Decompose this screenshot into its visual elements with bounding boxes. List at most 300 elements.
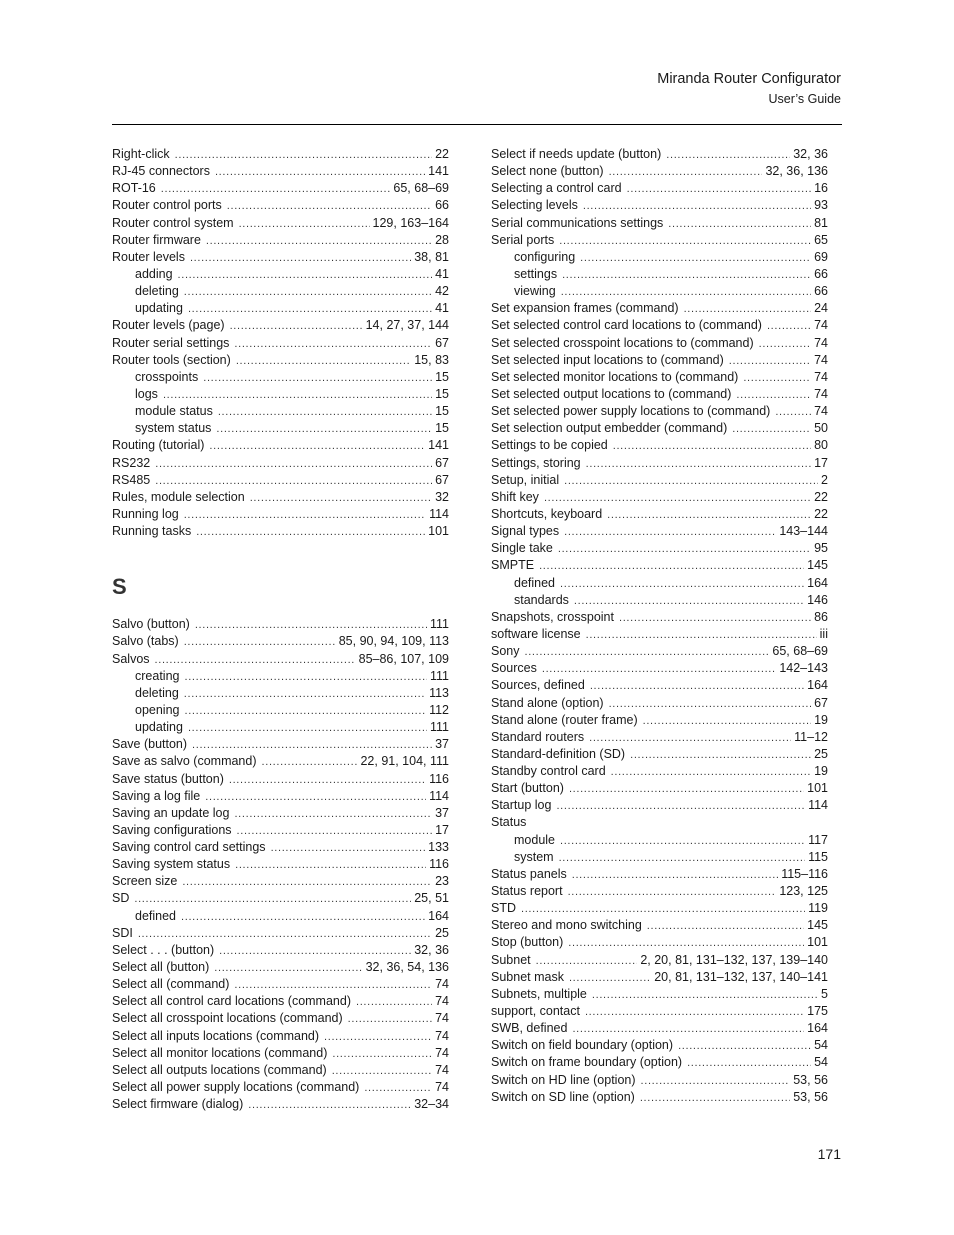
index-term: Single take [491, 541, 553, 556]
dot-leader [564, 524, 776, 541]
index-page-refs: 14, 27, 37, 144 [365, 318, 449, 333]
dot-leader [161, 181, 391, 198]
index-term: Saving control card settings [112, 840, 266, 855]
dot-leader [678, 1038, 811, 1055]
index-entry [112, 197, 449, 214]
index-entry [491, 900, 828, 917]
index-subentry [491, 283, 828, 300]
dot-leader [641, 1073, 791, 1090]
index-page-refs: 2, 20, 81, 131–132, 137, 139–140 [640, 952, 828, 967]
index-term: crosspoints [135, 369, 199, 384]
index-term: Set expansion frames (command) [491, 301, 679, 316]
index-page-refs: 22 [814, 506, 828, 521]
index-term: Salvos [112, 651, 150, 666]
dot-leader [206, 233, 432, 250]
index-page-refs: 25 [814, 746, 828, 761]
index-term: Router levels (page) [112, 318, 225, 333]
dot-leader [209, 438, 425, 455]
index-term: Save status (button) [112, 771, 224, 786]
index-entry [112, 976, 449, 993]
index-page-refs: 54 [814, 1055, 828, 1070]
index-entry [491, 523, 828, 540]
dot-leader [248, 1097, 411, 1114]
index-term: Serial ports [491, 232, 555, 247]
dot-leader [182, 874, 432, 891]
index-entry [112, 616, 449, 633]
dot-leader [568, 884, 777, 901]
index-page-refs: 101 [428, 524, 449, 539]
index-entry [491, 369, 828, 386]
dot-leader [568, 935, 804, 952]
dot-leader [236, 353, 411, 370]
index-page-refs: 32, 36, 54, 136 [365, 960, 449, 975]
dot-leader [544, 490, 811, 507]
dot-leader [558, 541, 811, 558]
index-term: deleting [135, 685, 179, 700]
index-entry [491, 746, 828, 763]
index-term: Startup log [491, 798, 552, 813]
index-page-refs: 53, 56 [793, 1072, 828, 1087]
index-term: software license [491, 626, 581, 641]
dot-leader [190, 250, 411, 267]
index-term: Saving an update log [112, 805, 230, 820]
index-term: Status report [491, 884, 563, 899]
index-entry [491, 489, 828, 506]
index-page-refs: 143–144 [779, 524, 828, 539]
index-term: adding [135, 266, 173, 281]
index-entry [491, 437, 828, 454]
index-term: Set selected control card locations to (command) [491, 318, 762, 333]
dot-leader [184, 686, 426, 703]
index-page-refs: 66 [814, 266, 828, 281]
index-entry [112, 753, 449, 770]
index-subentry [112, 908, 449, 925]
index-entry [491, 403, 828, 420]
index-term: Subnet [491, 952, 531, 967]
dot-leader [525, 644, 770, 661]
index-entry [112, 232, 449, 249]
index-entry [112, 993, 449, 1010]
index-term: Router serial settings [112, 335, 230, 350]
index-page-refs: 67 [435, 335, 449, 350]
dot-leader [609, 164, 763, 181]
dot-leader [138, 926, 432, 943]
dot-leader [590, 678, 804, 695]
index-page-refs: 66 [814, 284, 828, 299]
index-term: updating [135, 720, 183, 735]
index-page-refs: 175 [807, 1004, 828, 1019]
dot-leader [215, 164, 425, 181]
dot-leader [542, 661, 776, 678]
dot-leader [188, 720, 427, 737]
index-entry [491, 917, 828, 934]
index-entry [491, 215, 828, 232]
index-term: logs [135, 386, 158, 401]
index-page-refs: 65, 68–69 [393, 181, 449, 196]
index-entry [112, 925, 449, 942]
index-page-refs: 11–12 [794, 729, 828, 744]
index-page-refs: 86 [814, 609, 828, 624]
index-term: Set selected output locations to (command) [491, 386, 732, 401]
dot-leader [569, 970, 651, 987]
index-term: creating [135, 668, 180, 683]
index-entry [491, 335, 828, 352]
index-term: Select all (button) [112, 960, 210, 975]
index-entry [112, 959, 449, 976]
dot-leader [219, 943, 411, 960]
index-group-r [112, 146, 449, 540]
dot-leader [580, 250, 811, 267]
index-page-refs: 32 [435, 489, 449, 504]
index-term: Select all control card locations (command) [112, 994, 351, 1009]
index-subentry [491, 266, 828, 283]
index-page-refs: 74 [814, 404, 828, 419]
index-entry [112, 437, 449, 454]
index-entry [112, 633, 449, 650]
index-page-refs: 164 [428, 908, 449, 923]
index-page-refs: 15 [435, 421, 449, 436]
index-entry [491, 163, 828, 180]
dot-leader [559, 233, 811, 250]
index-term: Set selected crosspoint locations to (command) [491, 335, 754, 350]
index-page-refs: 42 [435, 284, 449, 299]
index-entry [112, 455, 449, 472]
index-page-refs: iii [819, 626, 828, 641]
index-entry [112, 335, 449, 352]
index-term: Switch on SD line (option) [491, 1089, 635, 1104]
index-page-refs: 115–116 [781, 866, 828, 881]
index-term: Start (button) [491, 781, 564, 796]
dot-leader [205, 789, 426, 806]
document-subtitle: User’s Guide [768, 92, 841, 106]
index-term: Saving configurations [112, 822, 232, 837]
index-term: Switch on frame boundary (option) [491, 1055, 683, 1070]
index-page-refs: 114 [808, 798, 828, 813]
index-page-refs: 164 [807, 678, 828, 693]
index-entry [491, 626, 828, 643]
index-entry [112, 856, 449, 873]
index-entry [112, 506, 449, 523]
dot-leader [234, 977, 432, 994]
index-subentry [491, 249, 828, 266]
index-page-refs: 67 [814, 695, 828, 710]
index-entry [112, 489, 449, 506]
index-page-refs: 101 [807, 935, 828, 950]
index-subentry [112, 403, 449, 420]
dot-leader [586, 456, 811, 473]
index-page-refs: 74 [814, 335, 828, 350]
dot-leader [230, 318, 363, 335]
dot-leader [574, 593, 804, 610]
index-term: Switch on field boundary (option) [491, 1038, 674, 1053]
index-entry [491, 797, 828, 814]
dot-leader [364, 1080, 432, 1097]
dot-leader [767, 318, 811, 335]
dot-leader [239, 216, 370, 233]
index-term: Settings to be copied [491, 438, 608, 453]
index-entry [491, 1003, 828, 1020]
index-page-refs: 141 [428, 164, 449, 179]
index-page-refs: 74 [435, 1028, 449, 1043]
index-term: Save (button) [112, 737, 188, 752]
index-page-refs: 119 [808, 901, 828, 916]
dot-leader [184, 634, 336, 651]
index-term: SWB, defined [491, 1021, 568, 1036]
index-page-refs: 19 [814, 712, 828, 727]
index-term: Router firmware [112, 232, 201, 247]
index-term: Setup, initial [491, 472, 560, 487]
index-term: Select . . . (button) [112, 942, 215, 957]
page-number: 171 [817, 1146, 841, 1162]
index-entry [491, 197, 828, 214]
dot-leader [562, 267, 811, 284]
index-page-refs: 32, 36, 136 [765, 164, 828, 179]
index-term: Selecting a control card [491, 181, 622, 196]
dot-leader [732, 421, 811, 438]
dot-leader [560, 833, 805, 850]
dot-leader [234, 806, 432, 823]
index-subentry [112, 719, 449, 736]
index-term: Sources, defined [491, 678, 585, 693]
index-page-refs: 129, 163–164 [372, 215, 449, 230]
index-entry [491, 660, 828, 677]
index-page-refs: 20, 81, 131–132, 137, 140–141 [654, 969, 828, 984]
dot-leader [775, 404, 811, 421]
index-entry [491, 729, 828, 746]
index-term: Set selected input locations to (command) [491, 352, 724, 367]
section-letter: S [112, 574, 127, 600]
dot-leader [235, 857, 426, 874]
index-entry [112, 890, 449, 907]
index-page-refs: 22 [814, 489, 828, 504]
index-entry [112, 317, 449, 334]
index-term: Select all monitor locations (command) [112, 1045, 328, 1060]
index-subentry [112, 420, 449, 437]
index-entry [112, 771, 449, 788]
index-page-refs: 113 [429, 685, 449, 700]
dot-leader [134, 891, 411, 908]
index-subentry [491, 849, 828, 866]
index-term: Saving system status [112, 857, 231, 872]
index-entry [491, 472, 828, 489]
index-entry [491, 180, 828, 197]
dot-leader [630, 747, 811, 764]
index-entry [491, 986, 828, 1003]
dot-leader [184, 669, 427, 686]
index-subentry [112, 668, 449, 685]
dot-leader [185, 703, 427, 720]
index-term: Settings, storing [491, 455, 581, 470]
index-entry [491, 866, 828, 883]
index-page-refs: 123, 125 [779, 884, 828, 899]
index-page-refs: 142–143 [779, 661, 828, 676]
index-page-refs: 114 [429, 788, 449, 803]
index-term: Select if needs update (button) [491, 147, 662, 161]
index-page-refs: 15 [435, 386, 449, 401]
index-term: Shift key [491, 489, 539, 504]
index-entry [491, 1089, 828, 1106]
index-entry [112, 651, 449, 668]
index-term: defined [514, 575, 556, 590]
index-term: Set selection output embedder (command) [491, 421, 728, 436]
dot-leader [237, 823, 433, 840]
index-page-refs: 111 [429, 720, 449, 735]
index-page-refs: 145 [807, 918, 828, 933]
index-page-refs: 74 [435, 1062, 449, 1077]
index-page-refs: 117 [808, 832, 828, 847]
index-page-refs: 38, 81 [414, 249, 449, 264]
index-page-refs: 74 [435, 994, 449, 1009]
index-term: opening [135, 702, 180, 717]
dot-leader [214, 960, 362, 977]
index-entry [491, 952, 828, 969]
index-page-refs: 141 [428, 438, 449, 453]
index-entry [112, 1062, 449, 1079]
dot-leader [560, 576, 804, 593]
index-term: RJ-45 connectors [112, 164, 210, 179]
index-term: SDI [112, 925, 133, 940]
dot-leader [684, 301, 812, 318]
index-page-refs: 28 [435, 232, 449, 247]
index-term: system [514, 849, 554, 864]
index-term: Standby control card [491, 764, 606, 779]
index-page-refs: 37 [435, 805, 449, 820]
index-page-refs: 114 [429, 506, 449, 521]
dot-leader [647, 918, 804, 935]
dot-leader [611, 764, 811, 781]
index-term: Select all crosspoint locations (command) [112, 1011, 343, 1026]
index-term: Running log [112, 506, 179, 521]
index-entry [112, 1079, 449, 1096]
index-page-refs: 69 [814, 249, 828, 264]
index-column-right [491, 146, 828, 1106]
index-entry [491, 506, 828, 523]
index-term: deleting [135, 284, 179, 299]
index-entry [491, 420, 828, 437]
index-term: Right-click [112, 147, 170, 161]
index-entry [112, 1028, 449, 1045]
index-entry [112, 352, 449, 369]
dot-leader [178, 267, 433, 284]
index-page-refs: 25 [435, 925, 449, 940]
index-term: Switch on HD line (option) [491, 1072, 636, 1087]
index-page-refs: 164 [807, 1021, 828, 1036]
index-entry [112, 472, 449, 489]
dot-leader [536, 953, 638, 970]
index-page-refs: 74 [814, 318, 828, 333]
index-page-refs: 67 [435, 472, 449, 487]
index-term: viewing [514, 284, 556, 299]
index-entry [491, 146, 828, 163]
index-entry [491, 763, 828, 780]
index-term: Saving a log file [112, 788, 201, 803]
dot-leader [332, 1046, 432, 1063]
index-term: Save as salvo (command) [112, 754, 257, 769]
dot-leader [181, 909, 425, 926]
index-term: Serial communications settings [491, 215, 664, 230]
index-entry [491, 814, 828, 831]
index-page-refs: 54 [814, 1038, 828, 1053]
index-page-refs: 145 [807, 558, 828, 573]
dot-leader [668, 216, 811, 233]
index-term: Select all outputs locations (command) [112, 1062, 327, 1077]
index-entry [491, 609, 828, 626]
dot-leader [613, 438, 811, 455]
dot-leader [188, 301, 432, 318]
dot-leader [155, 473, 432, 490]
dot-leader [155, 652, 356, 669]
index-page-refs: 74 [435, 1045, 449, 1060]
index-entry [491, 540, 828, 557]
index-subentry [112, 685, 449, 702]
dot-leader [561, 284, 811, 301]
index-term: Rules, module selection [112, 489, 245, 504]
index-term: Subnet mask [491, 969, 564, 984]
index-page-refs: 22 [435, 147, 449, 161]
index-term: Subnets, multiple [491, 986, 587, 1001]
dot-leader [155, 456, 432, 473]
dot-leader [569, 781, 804, 798]
dot-leader [759, 336, 811, 353]
index-term: Standard routers [491, 729, 585, 744]
index-term: Stop (button) [491, 935, 564, 950]
dot-leader [332, 1063, 432, 1080]
dot-leader [539, 558, 804, 575]
index-subentry [491, 832, 828, 849]
index-entry [112, 146, 449, 163]
index-entry [491, 695, 828, 712]
index-entry [112, 788, 449, 805]
index-subentry [491, 592, 828, 609]
index-term: Sources [491, 661, 537, 676]
index-page-refs: 74 [814, 386, 828, 401]
dot-leader [572, 1021, 804, 1038]
index-page-refs: 133 [428, 840, 449, 855]
index-term: Set selected monitor locations to (command) [491, 369, 739, 384]
dot-leader [356, 994, 432, 1011]
index-term: RS485 [112, 472, 151, 487]
index-term: Select none (button) [491, 164, 604, 179]
index-entry [112, 215, 449, 232]
index-term: Router tools (section) [112, 352, 231, 367]
index-page-refs: 32–34 [414, 1097, 449, 1112]
index-term: RS232 [112, 455, 151, 470]
index-entry [112, 163, 449, 180]
index-term: Sony [491, 644, 520, 659]
dot-leader [619, 610, 811, 627]
index-term: updating [135, 301, 183, 316]
dot-leader [583, 198, 811, 215]
index-subentry [112, 386, 449, 403]
dot-leader [687, 1055, 811, 1072]
index-page-refs: 85, 90, 94, 109, 113 [338, 634, 449, 649]
index-page-refs: 74 [435, 1080, 449, 1095]
index-page-refs: 111 [429, 617, 449, 632]
index-entry [112, 736, 449, 753]
dot-leader [521, 901, 805, 918]
index-page-refs: 67 [435, 455, 449, 470]
index-term: ROT-16 [112, 181, 156, 196]
index-term: standards [514, 592, 569, 607]
index-page-refs: 65, 68–69 [772, 644, 828, 659]
index-entry [491, 677, 828, 694]
dot-leader [324, 1029, 432, 1046]
index-entry [491, 317, 828, 334]
dot-leader [184, 284, 432, 301]
index-term: module [514, 832, 555, 847]
dot-leader [271, 840, 426, 857]
index-page-refs: 65 [814, 232, 828, 247]
